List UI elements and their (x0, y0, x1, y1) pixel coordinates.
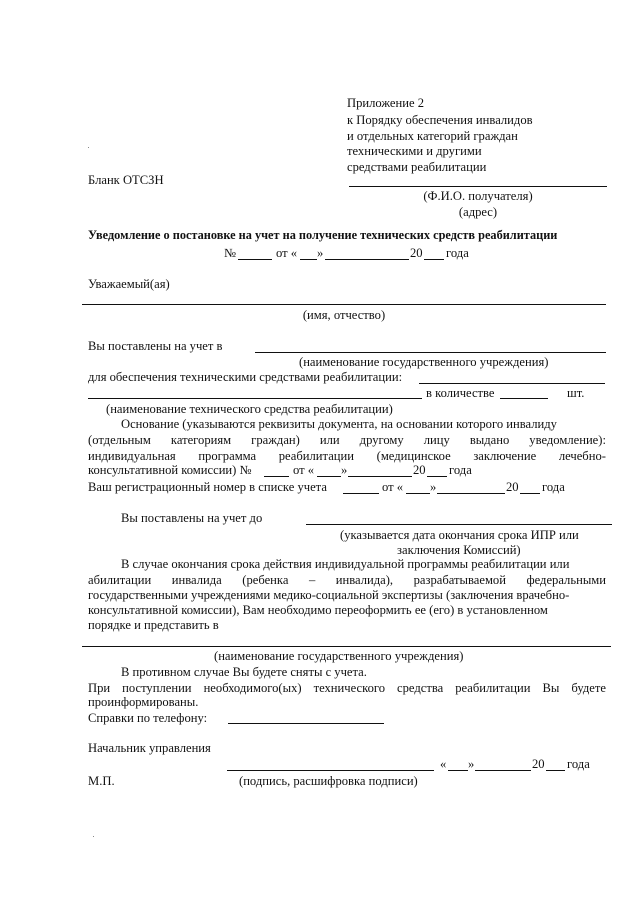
basis-year-prefix: 20 (413, 463, 426, 477)
word: инвалида (171, 573, 222, 587)
reg-number-blank (343, 493, 379, 494)
quantity-unit: шт. (567, 386, 585, 400)
basis-line-1: Основание (указываются реквизиты документа, на основании которого инвалиду (121, 417, 557, 431)
number-sign: № (224, 246, 237, 260)
word: (отдельным (88, 433, 151, 447)
word: разрабатываемой (413, 573, 506, 587)
word: средства (397, 681, 444, 695)
reg-year-blank (520, 493, 540, 494)
word: федеральными (526, 573, 606, 587)
registered-label: Вы поставлены на учет в (88, 339, 223, 353)
number-year-prefix: 20 (410, 246, 423, 260)
basis-line-4-prefix: консультативной комиссии) № (88, 463, 252, 477)
device-caption: (наименование технического средства реабилитации) (106, 402, 393, 416)
word: необходимого(ых) (203, 681, 302, 695)
basis-from: от « (293, 463, 315, 477)
purpose-text: для обеспечения техническими средствами реабилитации: (88, 370, 403, 384)
word: инвалида), (335, 573, 394, 587)
year-blank (424, 259, 444, 260)
signature-date-open: « (440, 757, 447, 771)
otherwise-text: В противном случае Вы будете сняты с учета. (121, 665, 367, 679)
basis-month-blank (348, 476, 412, 477)
device-line (88, 398, 422, 399)
name-line (82, 304, 606, 305)
number-quote-close: » (317, 246, 324, 260)
signature-caption: (подпись, расшифровка подписи) (239, 774, 418, 788)
until-caption-2: заключения Комиссий) (397, 543, 521, 557)
quantity-label: в количестве (426, 386, 495, 400)
reg-quote-close: » (430, 480, 437, 494)
reg-day-blank (406, 493, 430, 494)
until-caption-1: (указывается дата окончания срока ИПР или (340, 528, 579, 542)
signature-day-blank (448, 770, 468, 771)
name-caption: (имя, отчество) (302, 308, 386, 322)
appendix-line-1: Приложение 2 (347, 96, 425, 110)
signature-month-blank (475, 770, 531, 771)
number-year-suffix: года (446, 246, 469, 260)
word: Вы (542, 681, 560, 695)
appendix-line-3: и отдельных категорий граждан (347, 129, 518, 143)
reg-month-blank (437, 493, 505, 494)
basis-year-blank (427, 476, 447, 477)
stamp-place: М.П. (88, 774, 115, 788)
expiry-line-2 (88, 572, 606, 588)
word: будете (571, 681, 606, 695)
word: программа (198, 449, 257, 463)
arrival-line-2: проинформированы. (88, 695, 199, 709)
word: граждан) (251, 433, 300, 447)
until-label: Вы поставлены на учет до (121, 511, 263, 525)
reg-from: от « (382, 480, 404, 494)
word: абилитации (88, 573, 152, 587)
basis-quote-close: » (341, 463, 348, 477)
purpose-line (419, 383, 605, 384)
word: поступлении (122, 681, 192, 695)
expiry-line-1: В случае окончания срока действия индивидуальной программы реабилитации или (121, 557, 570, 571)
appendix-line-4: техническими и другими (347, 144, 482, 158)
institution-line (255, 352, 606, 353)
recipient-address-caption: (адрес) (458, 205, 498, 219)
salutation: Уважаемый(ая) (88, 277, 170, 291)
word: реабилитации (455, 681, 531, 695)
form-label: Бланк ОТСЗН (88, 173, 164, 187)
scan-speck (88, 147, 89, 148)
until-line (306, 524, 612, 525)
word: (ребенка (242, 573, 289, 587)
word: индивидуальная (88, 449, 176, 463)
word: реабилитации (278, 449, 355, 463)
recipient-name-caption: (Ф.И.О. получателя) (423, 189, 533, 203)
word: технического (313, 681, 386, 695)
word: – (308, 573, 316, 587)
quantity-blank (500, 398, 548, 399)
signature-year-prefix: 20 (532, 757, 545, 771)
basis-year-suffix: года (449, 463, 472, 477)
reg-number-label: Ваш регистрационный номер в списке учета (88, 480, 327, 494)
word: (медицинское (376, 449, 451, 463)
expiry-line-3: государственными учреждениями медико-социальной экспертизы (заключения врачебно- (88, 588, 570, 602)
word: лечебно- (558, 449, 606, 463)
word: уведомление): (529, 433, 606, 447)
reg-year-suffix: года (542, 480, 565, 494)
expiry-line-5: порядке и представить в (88, 618, 219, 632)
expiry-line-4: консультативной комиссии), Вам необходимо переоформить ее (его) в установленном (88, 603, 548, 617)
word: заключение (473, 449, 537, 463)
number-from: от « (276, 246, 298, 260)
signature-date-close: » (468, 757, 475, 771)
basis-number-blank (264, 476, 289, 477)
appendix-line-5: средствами реабилитации (347, 160, 487, 174)
signature-line (227, 770, 434, 771)
word: другому (359, 433, 404, 447)
signature-year-suffix: года (567, 757, 590, 771)
basis-line-2 (88, 432, 606, 448)
scan-speck (93, 836, 94, 837)
word: выдано (469, 433, 510, 447)
word: При (88, 681, 111, 695)
basis-day-blank (317, 476, 341, 477)
reg-year-prefix: 20 (506, 480, 519, 494)
recipient-name-line (349, 186, 607, 187)
institution-caption: (наименование государственного учреждения) (299, 355, 549, 369)
expiry-institution-caption: (наименование государственного учреждения) (214, 649, 464, 663)
phone-label: Справки по телефону: (88, 711, 208, 725)
word: лицу (423, 433, 450, 447)
word: категориям (170, 433, 232, 447)
word: или (319, 433, 340, 447)
appendix-line-2: к Порядку обеспечения инвалидов (347, 113, 533, 127)
phone-line (228, 723, 384, 724)
signature-year-blank (546, 770, 565, 771)
head-of-department: Начальник управления (88, 741, 211, 755)
expiry-institution-line (82, 646, 611, 647)
month-blank (325, 259, 409, 260)
number-blank (238, 259, 272, 260)
notice-title: Уведомление о постановке на учет на получение технических средств реабилитации (88, 228, 558, 242)
day-blank (300, 259, 317, 260)
